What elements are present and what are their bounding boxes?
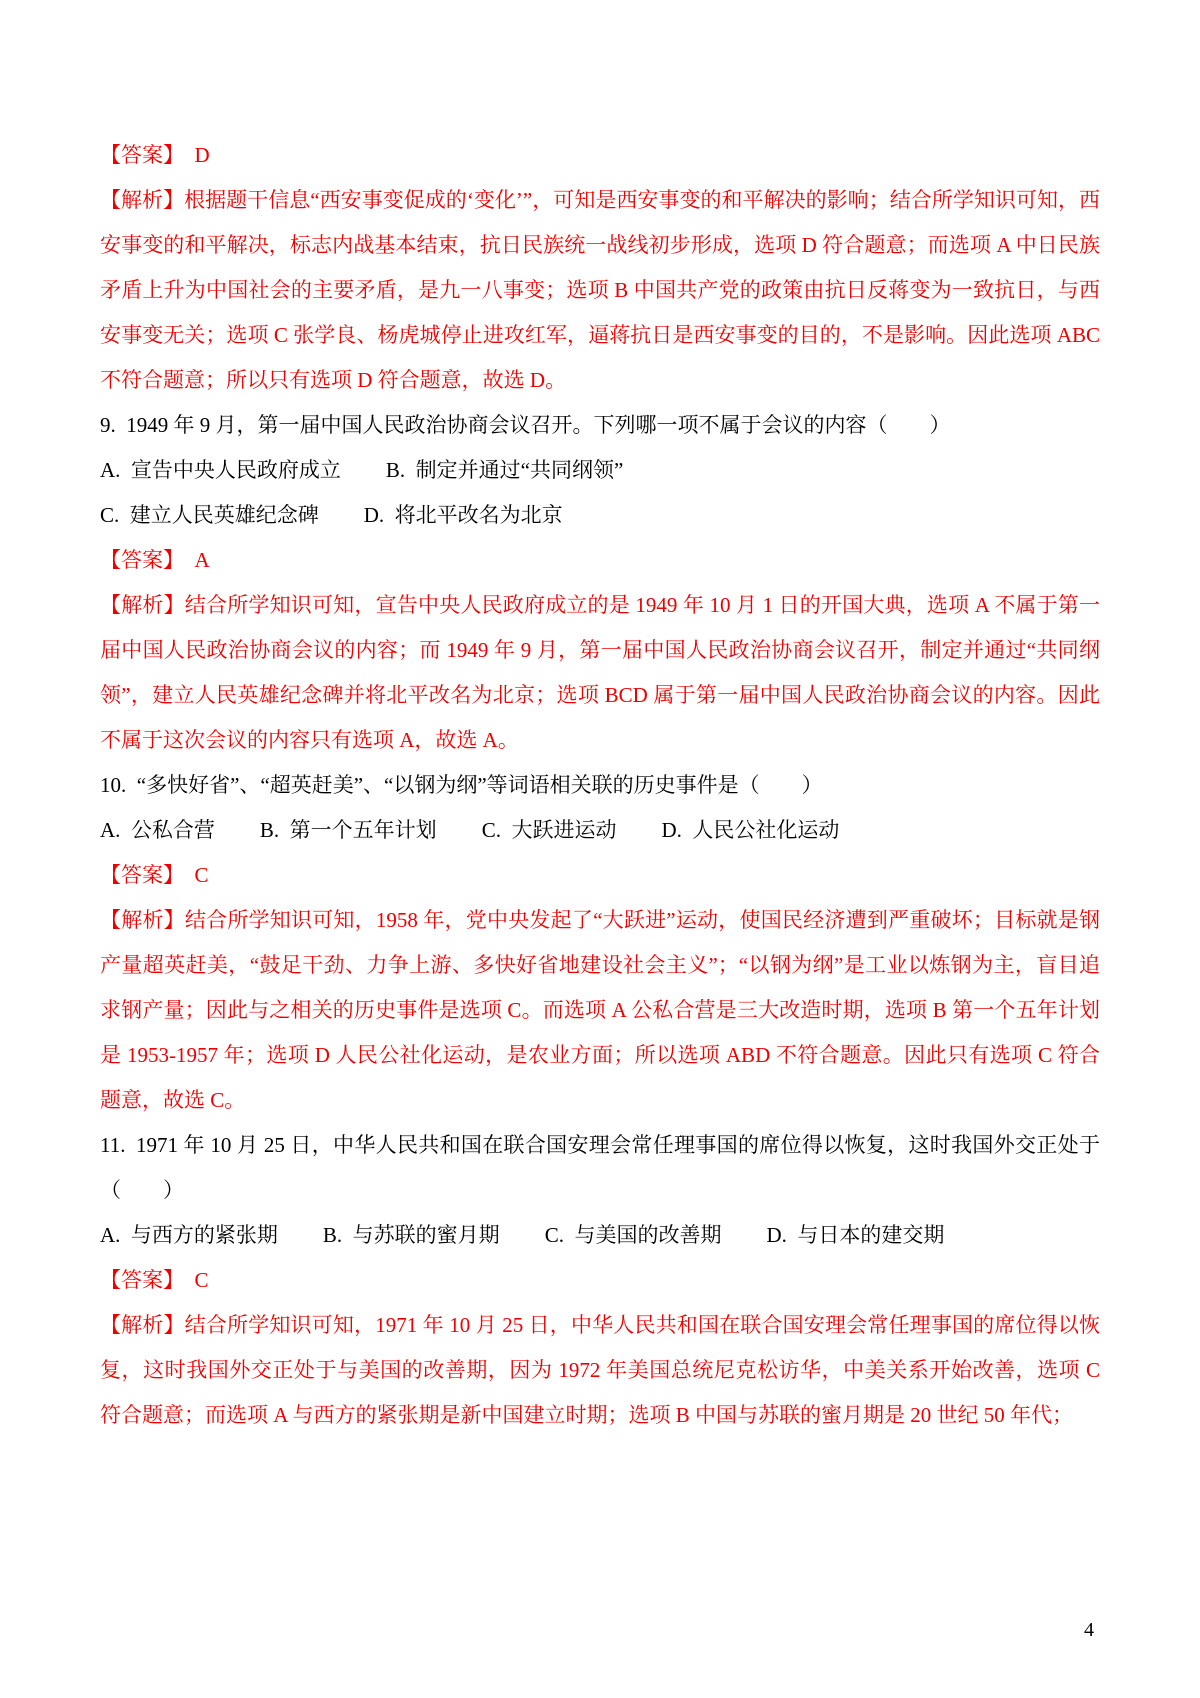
option-item-a: A. 宣告中央人民政府成立 (100, 458, 341, 482)
answer-line-q8: 【答案】 D (100, 143, 210, 167)
option-item-d: D. 将北平改名为北京 (363, 503, 563, 527)
question-9-options-row-ab (100, 448, 1100, 493)
analysis-paragraph-q10: 【解析】结合所学知识可知，1958 年，党中央发起了“大跃进”运动，使国民经济遭到严重破坏；目标就是钢产量超英赶美，“鼓足干劲、力争上游、多快好省地建设社会主义”；“以钢为纲”是工业以炼钢为主，盲目追求钢产量；因此与之相关的历史事件是选项 C。而选项 A 公私合营是三大改造时期，选项 B 第一个五年计划是 1953-1957 年；选项 D 人民公社化运动，是农业方面；所以选项 ABD 不符合题意。因此只有选项 C 符合题意，故选 C。 (100, 908, 1100, 1112)
question-10-text: 10. “多快好省”、“超英赶美”、“以钢为纲”等词语相关联的历史事件是（ ） (100, 773, 823, 797)
option-item-a: A. 与西方的紧张期 (100, 1223, 278, 1247)
question-11-options-row (100, 1213, 1100, 1258)
analysis-paragraph-q9: 【解析】结合所学知识可知，宣告中央人民政府成立的是 1949 年 10 月 1 日的开国大典，选项 A 不属于第一届中国人民政治协商会议的内容；而 1949 年 9 月，第一届中国人民政治协商会议召开，制定并通过“共同纲领”，建立人民英雄纪念碑并将北平改名为北京；选项 BCD 属于第一届中国人民政治协商会议的内容。因此不属于这次会议的内容只有选项 A，故选 A。 (100, 593, 1100, 752)
page-number: 4 (1084, 1619, 1094, 1641)
option-item-d: D. 与日本的建交期 (766, 1223, 945, 1247)
option-item-a: A. 公私合营 (100, 818, 215, 842)
option-item-b: B. 制定并通过“共同纲领” (385, 458, 624, 482)
question-9-options-row-cd (100, 493, 1100, 538)
option-item-d: D. 人民公社化运动 (661, 818, 840, 842)
question-9-text: 9. 1949 年 9 月，第一届中国人民政治协商会议召开。下列哪一项不属于会议的内容（ ） (100, 413, 951, 437)
question-11-text: 11. 1971 年 10 月 25 日，中华人民共和国在联合国安理会常任理事国的席位得以恢复，这时我国外交正处于（ ） (100, 1133, 1100, 1202)
answer-line-q10: 【答案】 C (100, 863, 209, 887)
analysis-paragraph-q11: 【解析】结合所学知识可知，1971 年 10 月 25 日，中华人民共和国在联合国安理会常任理事国的席位得以恢复，这时我国外交正处于与美国的改善期，因为 1972 年美国总统尼克松访华，中美关系开始改善，选项 C 符合题意；而选项 A 与西方的紧张期是新中国建立时期；选项 B 中国与苏联的蜜月期是 20 世纪 50 年代； (100, 1313, 1100, 1427)
option-item-c: C. 与美国的改善期 (544, 1223, 722, 1247)
option-item-b: B. 第一个五年计划 (259, 818, 437, 842)
option-item-c: C. 建立人民英雄纪念碑 (100, 503, 319, 527)
answer-line-q11: 【答案】 C (100, 1268, 209, 1292)
question-10-options-row (100, 808, 1100, 853)
option-item-c: C. 大跃进运动 (481, 818, 617, 842)
option-item-b: B. 与苏联的蜜月期 (322, 1223, 500, 1247)
document-content (100, 133, 1100, 1438)
analysis-paragraph-q8: 【解析】根据题干信息“西安事变促成的‘变化’”，可知是西安事变的和平解决的影响；结合所学知识可知，西安事变的和平解决，标志内战基本结束，抗日民族统一战线初步形成，选项 D 符合题意；而选项 A 中日民族矛盾上升为中国社会的主要矛盾，是九一八事变；选项 B 中国共产党的政策由抗日反蒋变为一致抗日，与西安事变无关；选项 C 张学良、杨虎城停止进攻红军，逼蒋抗日是西安事变的目的，不是影响。因此选项 ABC 不符合题意；所以只有选项 D 符合题意，故选 D。 (100, 188, 1100, 392)
answer-line-q9: 【答案】 A (100, 548, 210, 572)
